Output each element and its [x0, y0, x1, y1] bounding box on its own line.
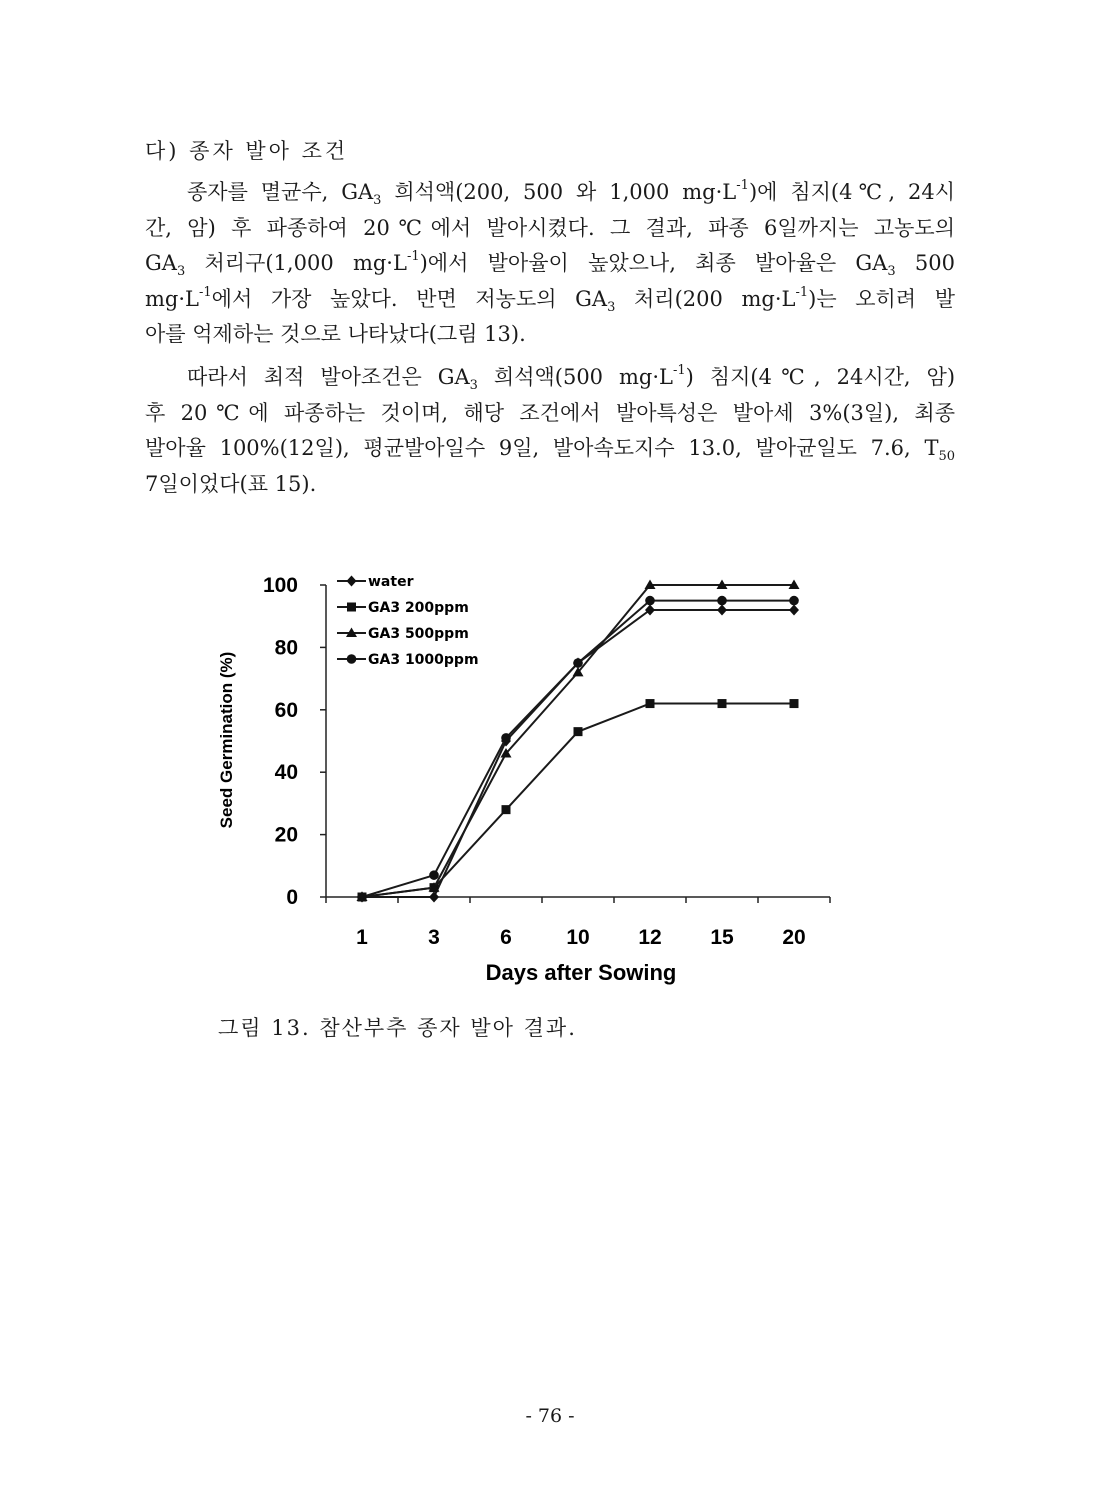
legend-item: [337, 574, 414, 590]
paragraph-1-line-3: $GA_3$ 처리구(1,000 $mg\cdot L^{-1}$)에서 발아율이 높았으나, 최종 발아율은 $GA_3$ 500: [145, 249, 955, 280]
diamond-marker: [645, 604, 655, 615]
series-water: [357, 604, 799, 902]
circle-marker: [717, 596, 727, 606]
y-axis-label: Seed Germination (%): [217, 651, 236, 829]
legend-label: water: [368, 574, 414, 590]
diamond-marker: [717, 604, 727, 615]
square-marker: [790, 699, 799, 708]
section-heading: 다) 종자 발아 조건: [145, 139, 349, 163]
paragraph-2-line-3: 발아율 100%(12일), 평균발아일수 9일, 발아속도지수 13.0, 발아균일도 7.6, $T_{50}$: [145, 436, 955, 465]
series-line: [362, 601, 794, 897]
paragraph-2-line-4: 7일이었다(표 15).: [145, 471, 317, 496]
paragraph-2: [145, 360, 955, 502]
paragraph-1-line-5: 아를 억제하는 것으로 나타났다(그림 13).: [145, 322, 526, 346]
y-tick-label: 40: [274, 761, 298, 785]
circle-marker: [429, 870, 439, 880]
figure-caption: 그림 13. 참산부추 종자 발아 결과.: [218, 1016, 577, 1040]
chart-legend: [337, 574, 479, 668]
legend-item: [337, 600, 469, 616]
circle-marker: [347, 654, 357, 664]
x-axis-label: Days after Sowing: [485, 960, 677, 985]
page-number: - 76 -: [525, 1405, 575, 1427]
diamond-marker: [789, 604, 799, 615]
series-ga3-200ppm: [358, 699, 799, 901]
circle-marker: [789, 596, 799, 606]
square-marker: [502, 805, 511, 814]
circle-marker: [501, 733, 511, 743]
y-tick-label: 100: [262, 574, 298, 597]
square-marker: [574, 727, 583, 736]
diamond-marker: [429, 892, 439, 903]
y-tick-label: 60: [274, 698, 298, 722]
y-tick-label: 20: [274, 823, 298, 847]
x-tick-label: 3: [428, 926, 440, 949]
legend-label: GA3 500ppm: [368, 626, 469, 642]
y-tick-label: 80: [274, 636, 298, 660]
legend-item: [337, 652, 479, 668]
x-tick-label: 1: [356, 926, 368, 949]
paragraph-1-line-1: 종자를 멸균수, $GA_3$ 희석액(200, 500 와 1,000 $mg\cdot L^{-1}$)에 침지(4℃, 24시: [187, 178, 955, 209]
circle-marker: [645, 596, 655, 606]
x-tick-label: 12: [638, 926, 662, 949]
diamond-marker: [347, 576, 357, 587]
legend-label: GA3 200ppm: [368, 600, 469, 616]
x-tick-label: 10: [566, 926, 590, 949]
x-tick-label: 6: [500, 926, 512, 949]
paragraph-2-line-1: 따라서 최적 발아조건은 $GA_3$ 희석액(500 $mg\cdot L^{-1}$) 침지(4℃, 24시간, 암): [187, 363, 956, 394]
square-marker: [718, 699, 727, 708]
legend-label: GA3 1000ppm: [368, 652, 479, 668]
germination-line-chart: [200, 560, 860, 1000]
y-tick-label: 0: [286, 886, 298, 909]
paragraph-1: [145, 175, 955, 353]
square-marker: [347, 603, 356, 612]
paragraph-2-line-2: 후 20℃에 파종하는 것이며, 해당 조건에서 발아특성은 발아세 3%(3일), 최종: [145, 400, 955, 425]
x-tick-label: 20: [782, 926, 806, 949]
chart-axes: [263, 574, 830, 949]
x-tick-label: 15: [710, 926, 734, 949]
circle-marker: [357, 892, 367, 902]
paragraph-1-line-2: 간, 암) 후 파종하여 20℃에서 발아시켰다. 그 결과, 파종 6일까지는 고농도의: [145, 215, 955, 240]
legend-item: [337, 626, 469, 642]
circle-marker: [573, 658, 583, 668]
square-marker: [646, 699, 655, 708]
paragraph-1-line-4: $mg\cdot L^{-1}$에서 가장 높았다. 반면 저농도의 $GA_3$ 처리(200 $mg\cdot L^{-1}$)는 오히려 발: [145, 284, 955, 315]
